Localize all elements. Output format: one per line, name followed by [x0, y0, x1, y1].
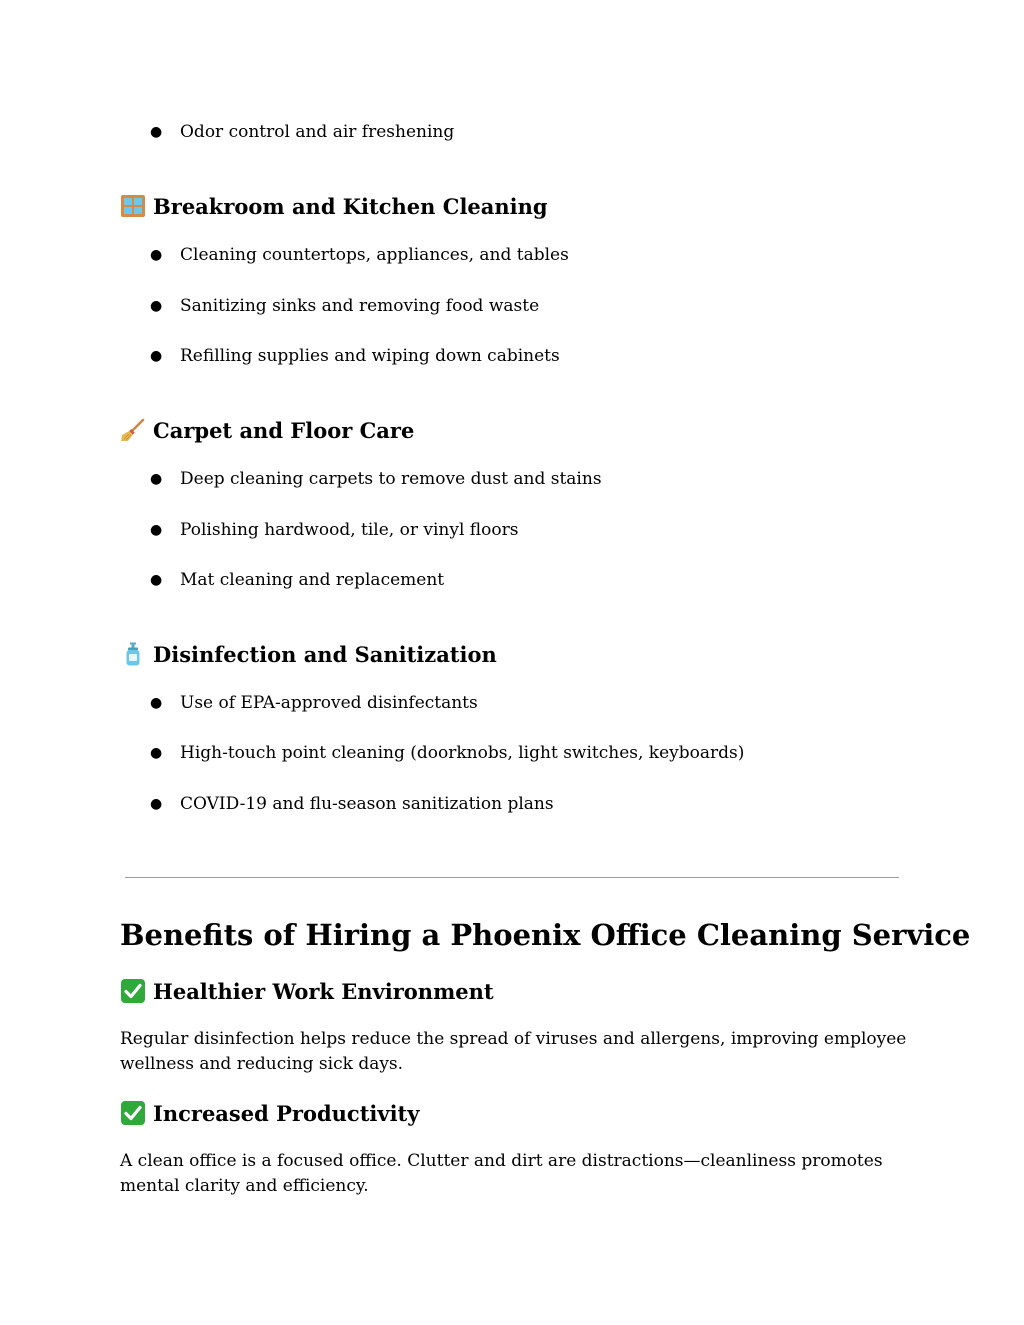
list-item [150, 742, 744, 764]
list-item [150, 793, 554, 815]
bullet-icon: ● [150, 471, 163, 487]
benefit-title: Increased Productivity [153, 1101, 420, 1126]
bullet-icon: ● [150, 522, 163, 538]
list-item [150, 244, 569, 266]
bullet-icon: ● [150, 745, 163, 761]
horizontal-divider [125, 877, 899, 878]
section-title: Carpet and Floor Care [153, 418, 415, 443]
list-item-text: COVID-19 and flu-season sanitization plans [180, 794, 554, 814]
bullet-icon: ● [150, 796, 163, 812]
benefit-paragraph: Regular disinfection helps reduce the spread of viruses and allergens, improving employee wellness and reducing sick days. [120, 1029, 907, 1074]
benefit-heading-healthier [120, 978, 494, 1006]
bullet-icon: ● [150, 247, 163, 263]
bullet-icon: ● [150, 124, 163, 140]
list-item-text: Sanitizing sinks and removing food waste [180, 296, 540, 316]
check-mark-icon [120, 979, 146, 1003]
list-item [150, 295, 539, 317]
list-item-text: Odor control and air freshening [180, 122, 455, 142]
soap-bottle-icon [120, 642, 146, 666]
section-heading-carpet [120, 417, 414, 445]
section-title: Breakroom and Kitchen Cleaning [153, 194, 548, 219]
section-heading-breakroom [120, 193, 548, 221]
benefit-heading-productivity [120, 1100, 419, 1128]
benefit-title: Healthier Work Environment [153, 979, 494, 1004]
list-item-text: Mat cleaning and replacement [180, 570, 445, 590]
list-item-text: Use of EPA-approved disinfectants [180, 693, 478, 713]
section-title: Disinfection and Sanitization [153, 642, 497, 667]
list-item [150, 345, 560, 367]
list-item [150, 121, 454, 143]
list-item-text: Polishing hardwood, tile, or vinyl floors [180, 520, 519, 540]
check-mark-icon [120, 1101, 146, 1125]
list-item-text: Cleaning countertops, appliances, and tables [180, 245, 569, 265]
bullet-icon: ● [150, 348, 163, 364]
list-item [150, 519, 518, 541]
benefits-heading: Benefits of Hiring a Phoenix Office Cleaning Service [120, 918, 971, 952]
section-heading-disinfection [120, 641, 497, 669]
bullet-icon: ● [150, 695, 163, 711]
list-item [150, 468, 602, 490]
list-item-text: High-touch point cleaning (doorknobs, light switches, keyboards) [180, 743, 745, 763]
benefit-paragraph: A clean office is a focused office. Clutter and dirt are distractions—cleanliness promotes mental clarity and efficiency. [120, 1151, 883, 1196]
list-item [150, 569, 444, 591]
bullet-icon: ● [150, 572, 163, 588]
window-icon [120, 194, 146, 218]
broom-icon [120, 418, 146, 442]
list-item-text: Refilling supplies and wiping down cabinets [180, 346, 560, 366]
bullet-icon: ● [150, 298, 163, 314]
list-item-text: Deep cleaning carpets to remove dust and stains [180, 469, 602, 489]
list-item [150, 692, 478, 714]
